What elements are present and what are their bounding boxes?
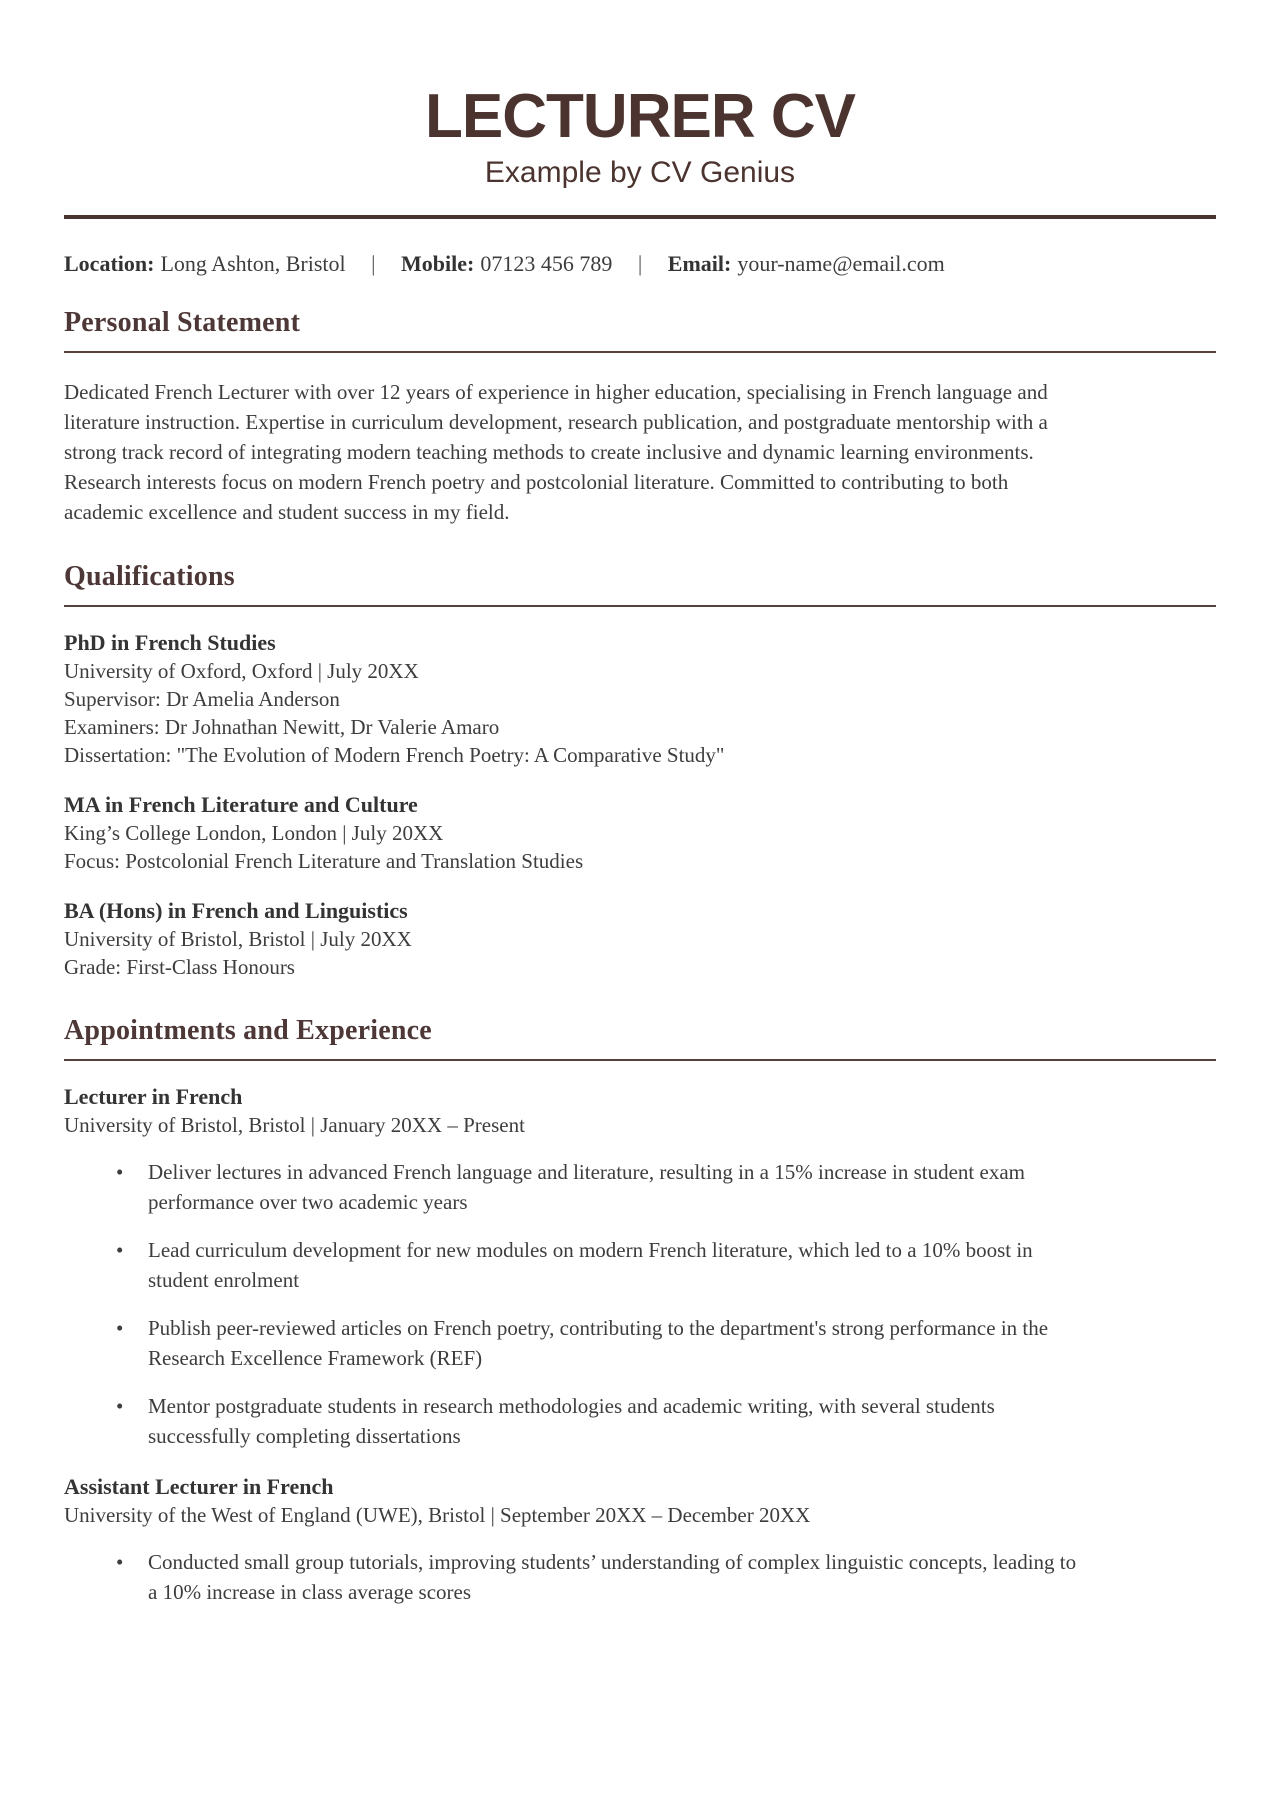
qualification-detail: Grade: First-Class Honours	[64, 955, 295, 979]
bullet-icon: •	[116, 1550, 124, 1574]
contact-email-value: your-name@email.com	[737, 251, 945, 276]
job-title: Assistant Lecturer in French	[64, 1474, 334, 1499]
job-bullet	[64, 1547, 1084, 1607]
qualification-detail: Focus: Postcolonial French Literature and Translation Studies	[64, 849, 584, 873]
bullet-icon: •	[116, 1160, 124, 1184]
page-subtitle: Example by CV Genius	[484, 156, 796, 189]
job-bullet	[64, 1235, 1084, 1295]
qualification-entry	[64, 791, 1216, 875]
page-title: LECTURER CV	[425, 82, 855, 151]
qualification-detail: Dissertation: "The Evolution of Modern French Poetry: A Comparative Study"	[64, 743, 725, 767]
job-bullet-text: Conducted small group tutorials, improving students’ understanding of complex linguistic concepts, leading to a 10% increase in class average scores	[148, 1550, 1077, 1604]
experience-heading: Appointments and Experience	[64, 1015, 1216, 1061]
contact-location-value: Long Ashton, Bristol	[160, 251, 346, 276]
contact-email	[668, 251, 945, 276]
qualification-detail: Examiners: Dr Johnathan Newitt, Dr Valerie Amaro	[64, 715, 500, 739]
job-bullet-text: Lead curriculum development for new modules on modern French literature, which led to a 10% boost in student enrolment	[148, 1238, 1033, 1292]
header-divider	[64, 215, 1216, 219]
job-bullet-text: Publish peer-reviewed articles on French poetry, contributing to the department's strong performance in the Research Excellence Framework (REF)	[148, 1316, 1049, 1370]
job-bullet-text: Deliver lectures in advanced French language and literature, resulting in a 15% increase in student exam performance over two academic years	[148, 1160, 1025, 1214]
section-qualifications	[64, 561, 1216, 981]
job-bullet-list	[64, 1157, 1084, 1451]
contact-location-label: Location:	[64, 251, 155, 276]
job-title: Lecturer in French	[64, 1084, 243, 1109]
qualification-title: PhD in French Studies	[64, 630, 276, 655]
qualification-title: MA in French Literature and Culture	[64, 792, 418, 817]
bullet-icon: •	[116, 1394, 124, 1418]
qualification-entry	[64, 629, 1216, 769]
contact-mobile-value: 07123 456 789	[480, 251, 613, 276]
contact-separator: |	[637, 251, 643, 276]
contact-email-label: Email:	[667, 251, 732, 276]
qualification-detail: University of Bristol, Bristol | July 20XX	[64, 927, 412, 951]
job-bullet-text: Mentor postgraduate students in research methodologies and academic writing, with several students successfully completing dissertations	[148, 1394, 995, 1448]
job-subtitle: University of the West of England (UWE), Bristol | September 20XX – December 20XX	[64, 1503, 811, 1527]
bullet-icon: •	[116, 1238, 124, 1262]
bullet-icon: •	[116, 1316, 124, 1340]
qualification-entry	[64, 897, 1216, 981]
personal-statement-heading: Personal Statement	[64, 307, 1216, 353]
contact-separator: |	[371, 251, 376, 276]
qualification-title: BA (Hons) in French and Linguistics	[64, 898, 408, 923]
qualification-detail: King’s College London, London | July 20XX	[64, 821, 444, 845]
section-experience	[64, 1015, 1216, 1607]
contact-mobile	[401, 251, 612, 276]
qualification-detail: Supervisor: Dr Amelia Anderson	[64, 687, 340, 711]
section-personal-statement	[64, 307, 1216, 527]
job-subtitle: University of Bristol, Bristol | January 20XX – Present	[64, 1113, 525, 1137]
cv-header	[64, 82, 1216, 189]
job-bullet	[64, 1157, 1084, 1217]
contact-row	[64, 251, 1216, 277]
experience-entry	[64, 1083, 1216, 1451]
experience-entry	[64, 1473, 1216, 1607]
personal-statement-text: Dedicated French Lecturer with over 12 years of experience in higher education, specialising in French language and literature instruction. Expertise in curriculum development, research publication, and postgraduate mentorship with a strong track record of integrating modern teaching methods to create inclusive and dynamic learning environments. Research interests focus on modern French poetry and postcolonial literature. Committed to contributing to both academic excellence and student success in my field.	[64, 380, 1048, 524]
job-bullet-list	[64, 1547, 1084, 1607]
qualifications-heading: Qualifications	[64, 561, 1216, 607]
contact-location	[64, 251, 346, 276]
job-bullet	[64, 1391, 1084, 1451]
job-bullet	[64, 1313, 1084, 1373]
qualification-detail: University of Oxford, Oxford | July 20XX	[64, 659, 419, 683]
contact-mobile-label: Mobile:	[401, 251, 475, 276]
